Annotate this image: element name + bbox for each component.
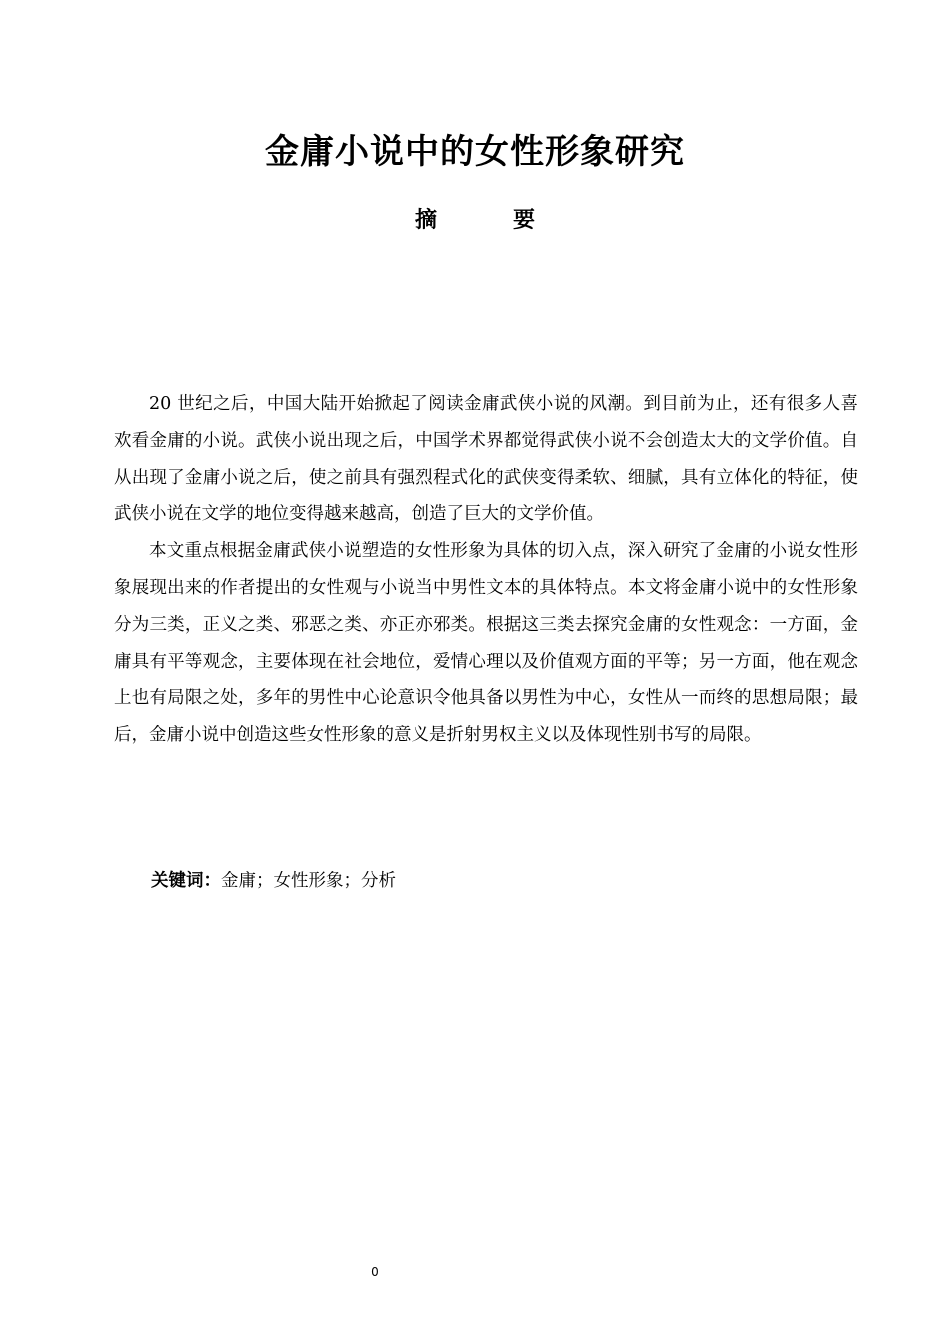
abstract-heading-char-2: 要 [513,208,536,233]
abstract-heading-char-1: 摘 [414,208,437,233]
keywords-line [151,866,396,896]
document-title: 金庸小说中的女性形象研究 [265,132,685,172]
abstract-body [114,386,858,754]
abstract-paragraph-2: 本文重点根据金庸武侠小说塑造的女性形象为具体的切入点，深入研究了金庸的小说女性形象展现出来的作者提出的女性观与小说当中男性文本的具体特点。本文将金庸小说中的女性形象分为三类，正义之类、邪恶之类、亦正亦邪类。根据这三类去探究金庸的女性观念：一方面，金庸具有平等观念，主要体现在社会地位，爱情心理以及价值观方面的平等；另一方面，他在观念上也有局限之处，多年的男性中心论意识令他具备以男性为中心，女性从一而终的思想局限；最后，金庸小说中创造这些女性形象的意义是折射男权主义以及体现性别书写的局限。 [114,541,858,746]
abstract-paragraph-1: 20 世纪之后，中国大陆开始掀起了阅读金庸武侠小说的风潮。到目前为止，还有很多人喜欢看金庸的小说。武侠小说出现之后，中国学术界都觉得武侠小说不会创造太大的文学价值。自从出现了金庸小说之后，使之前具有强烈程式化的武侠变得柔软、细腻，具有立体化的特征，使武侠小说在文学的地位变得越来越高，创造了巨大的文学价值。 [114,394,858,525]
page-number: 0 [371,1265,379,1279]
keywords-value: 金庸；女性形象；分析 [221,871,396,891]
keywords-label: 关键词： [151,871,221,891]
abstract-heading [0,203,950,239]
